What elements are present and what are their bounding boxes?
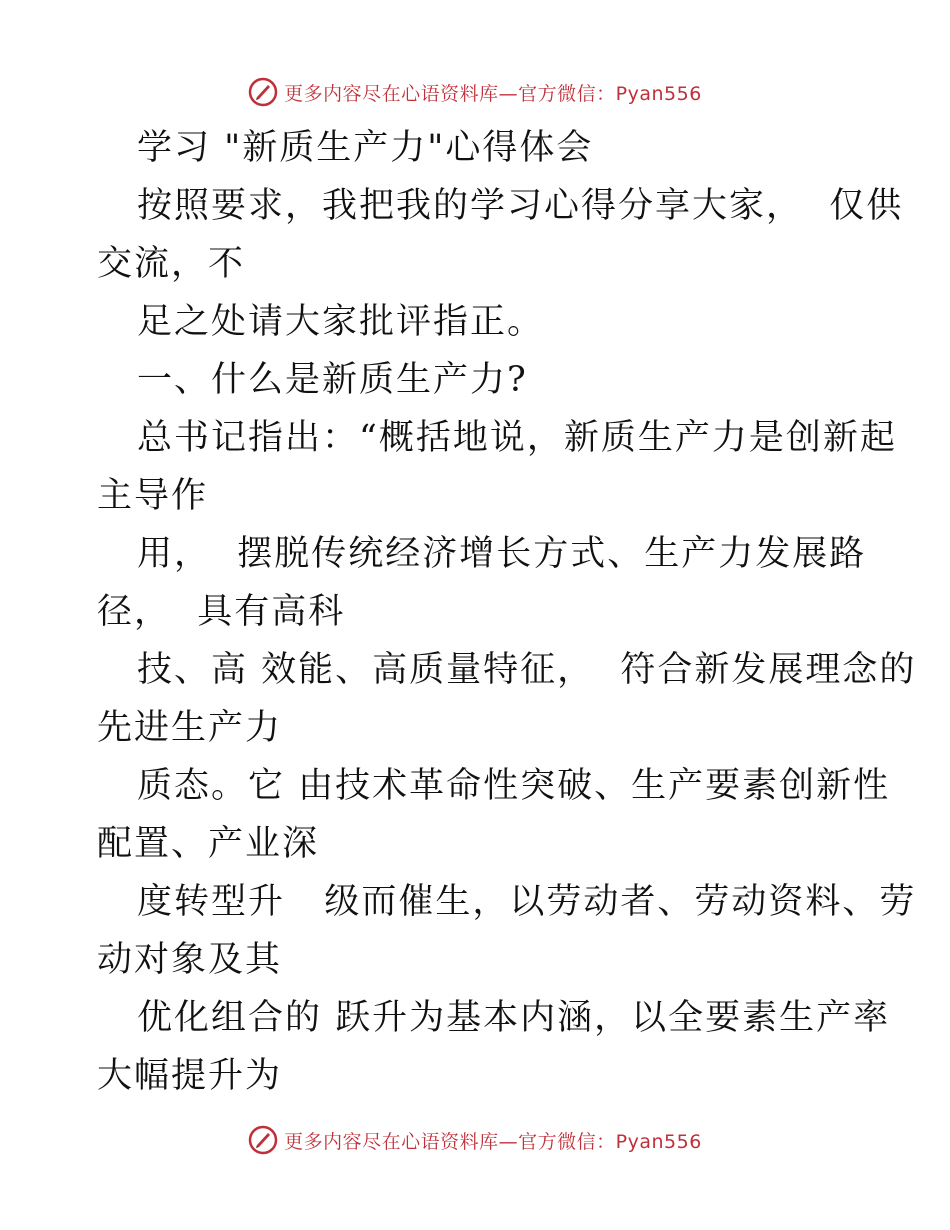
header-banner-text: 更多内容尽在心语资料库—官方微信：Pyan556 xyxy=(284,82,702,105)
section-heading: 一、什么是新质生产力? xyxy=(137,360,528,400)
paragraph-line: 度转型升 级而催生，以劳动者、劳动资料、劳 xyxy=(137,882,917,922)
book-quill-logo-icon xyxy=(248,1125,278,1155)
paragraph-line: 质态。它 由技术革命性突破、生产要素创新性 xyxy=(137,766,891,806)
footer-banner xyxy=(0,1120,950,1160)
paragraph-line: 大幅提升为 xyxy=(97,1056,283,1096)
book-quill-logo-icon xyxy=(248,77,278,107)
paragraph-line: 技、高 效能、高质量特征， 符合新发展理念的 xyxy=(137,650,917,690)
footer-banner-text: 更多内容尽在心语资料库—官方微信：Pyan556 xyxy=(284,1130,702,1153)
paragraph-line: 径， 具有高科 xyxy=(97,592,346,632)
paragraph-line: 动对象及其 xyxy=(97,940,283,980)
document-title: 学习 "新质生产力"心得体会 xyxy=(137,128,594,168)
paragraph-line: 配置、产业深 xyxy=(97,824,320,864)
paragraph-line: 主导作 xyxy=(97,476,209,516)
paragraph-line: 用， 摆脱传统经济增长方式、生产力发展路 xyxy=(137,534,867,574)
paragraph-line: 按照要求，我把我的学习心得分享大家， 仅供 xyxy=(137,186,904,226)
paragraph-line: 总书记指出：“概括地说，新质生产力是创新起 xyxy=(137,418,897,458)
header-banner xyxy=(0,72,950,112)
paragraph-line: 先进生产力 xyxy=(97,708,283,748)
paragraph-line: 优化组合的 跃升为基本内涵，以全要素生产率 xyxy=(137,998,891,1038)
paragraph-line: 足之处请大家批评指正。 xyxy=(137,302,545,342)
paragraph-line: 交流，不 xyxy=(97,244,246,284)
